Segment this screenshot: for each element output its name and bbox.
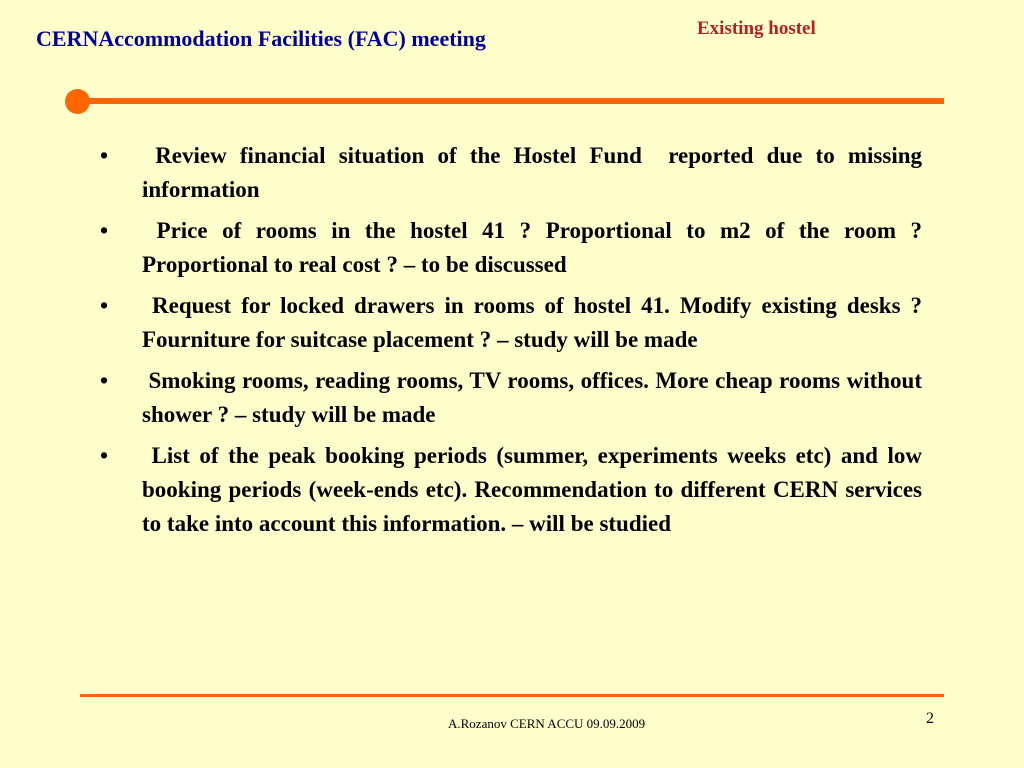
footer-divider [80,694,944,697]
bullet-list [100,139,934,548]
bullet-marker: • [100,443,109,468]
page-number: 2 [926,710,934,727]
header-divider [80,98,944,104]
header-divider-dot [65,89,90,114]
bullet-marker: • [100,218,109,243]
bullet-marker: • [100,293,109,318]
slide-title: CERNAccommodation Facilities (FAC) meeting [36,26,486,51]
bullet-text: Review financial situation of the Hostel Fund reported due to missing information [142,143,928,202]
bullet-item-1 [100,139,928,207]
bullet-item-5 [100,439,934,541]
bullet-item-3 [100,289,928,357]
bullet-marker: • [100,143,109,168]
bullet-text: Request for locked drawers in rooms of hostel 41. Modify existing desks ? Fourniture for suitcase placement ? – study will be made [142,293,928,352]
bullet-text: Smoking rooms, reading rooms, TV rooms, offices. More cheap rooms without shower ? – study will be made [142,368,928,427]
bullet-item-2 [100,214,928,282]
section-label: Existing hostel [697,18,816,39]
bullet-marker: • [100,368,109,393]
bullet-text: Price of rooms in the hostel 41 ? Proportional to m2 of the room ? Proportional to real cost ? – to be discussed [142,218,928,277]
bullet-text: List of the peak booking periods (summer, experiments weeks etc) and low booking periods (week-ends etc). Recommendation to different CERN services to take into account this information. – will be studied [142,443,934,536]
bullet-item-4 [100,364,928,432]
footer-text: A.Rozanov CERN ACCU 09.09.2009 [448,716,646,731]
